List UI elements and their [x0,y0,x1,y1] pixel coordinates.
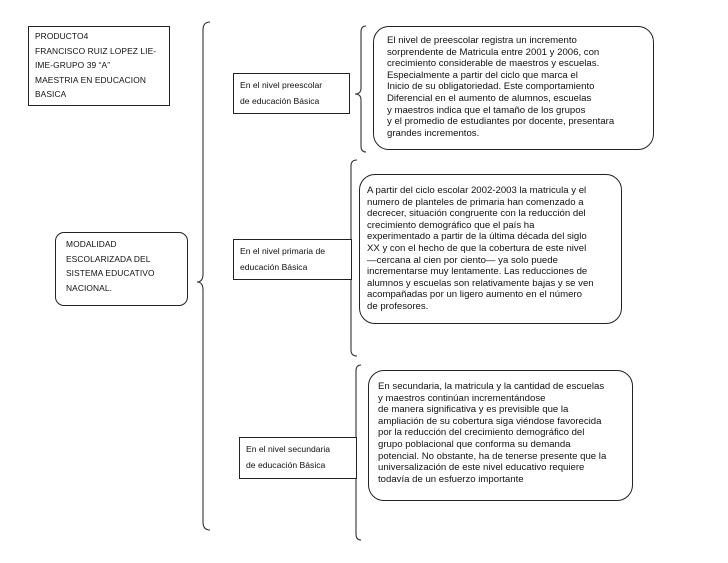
detail-line: —cercana al cien por ciento— ya solo puede [367,254,558,266]
header-line: BASICA [35,89,67,100]
detail-line: Inicio de su obligatoriedad. Este comportamiento [387,81,595,93]
header-line: FRANCISCO RUIZ LOPEZ LIE- [35,45,157,56]
header-line: PRODUCTO4 [35,31,89,41]
detail-line: crecimiento demográfico que el país ha [367,219,535,231]
brace-preescolar [355,26,366,152]
header-box [28,26,170,106]
root-line: MODALIDAD [66,239,117,249]
level-label-line: En el nivel preescolar [240,80,323,90]
detail-line: alumnos y escuelas son relativamente bajas y se ven [367,277,594,289]
level-secundaria-label [239,437,357,479]
header-line: IME-GRUPO 39 “A” [35,60,111,71]
detail-line: de profesores. [367,300,429,312]
detail-line: potencial. No obstante, ha de tenerse presente que la [378,450,607,462]
detail-line: acompañadas por un ligero aumento en el número [367,289,582,301]
detail-preescolar [373,26,654,150]
detail-line: grandes incrementos. [387,127,480,139]
root-line: SISTEMA EDUCATIVO [66,268,155,279]
root-node [55,232,188,306]
root-line: NACIONAL. [66,282,113,293]
detail-line: XX y con el hecho de que la cobertura de este nivel [367,242,587,254]
detail-line: A partir del ciclo escolar 2002-2003 la matricula y el [367,185,587,196]
detail-line: decrecer, situación congruente con la reducción del [367,208,586,220]
detail-line: Diferencial en el aumento de alumnos, escuelas [387,92,592,104]
detail-line: experimentado a partir de la última década del siglo [367,231,587,243]
root-line: ESCOLARIZADA DEL [66,253,151,264]
detail-line: y el promedio de estudiantes por docente, presentara [387,116,615,128]
level-label-line: de educación Básica [246,460,326,470]
detail-line: incrementarse muy lentamente. Las reducciones de [367,266,588,278]
detail-line: En secundaria, la matricula y la cantidad de escuelas [378,381,605,392]
detail-line: El nivel de preescolar registra un incremento [387,35,577,46]
detail-line: todavía de un esfuerzo importante [378,473,524,485]
level-primaria-label [233,239,352,280]
level-preescolar-label [233,73,350,114]
detail-line: numero de planteles de primaria han comenzado a [367,196,584,208]
level-label-line: En el nivel secundaria [246,444,331,454]
header-line: MAESTRIA EN EDUCACION [35,74,146,85]
level-label-line: educación Básica [240,262,308,272]
detail-line: grupo poblacional que conforma su demanda [378,438,571,450]
detail-line: Especialmente a partir del ciclo que marca el [387,69,578,81]
detail-line: por la reducción del crecimiento demográfico del [378,427,585,439]
detail-line: ampliación de su cobertura siga viéndose favorecida [378,415,602,427]
detail-primaria [359,174,622,324]
level-label-line: En el nivel primaria de [240,246,326,256]
detail-line: sorprendente de Matricula entre 2001 y 2006, con [387,46,600,58]
level-label-line: de educación Básica [240,96,320,106]
detail-secundaria [368,370,633,501]
detail-line: de manera significativa y es previsible que la [378,404,569,416]
detail-line: y maestros indica que el tamaño de los grupos [387,104,586,116]
main-brace [197,22,210,530]
detail-line: y maestros continúan incrementándose [378,392,546,404]
detail-line: universalización de este nivel educativo requiere [378,462,585,474]
detail-line: crecimiento considerable de maestros y escuelas. [387,58,600,70]
